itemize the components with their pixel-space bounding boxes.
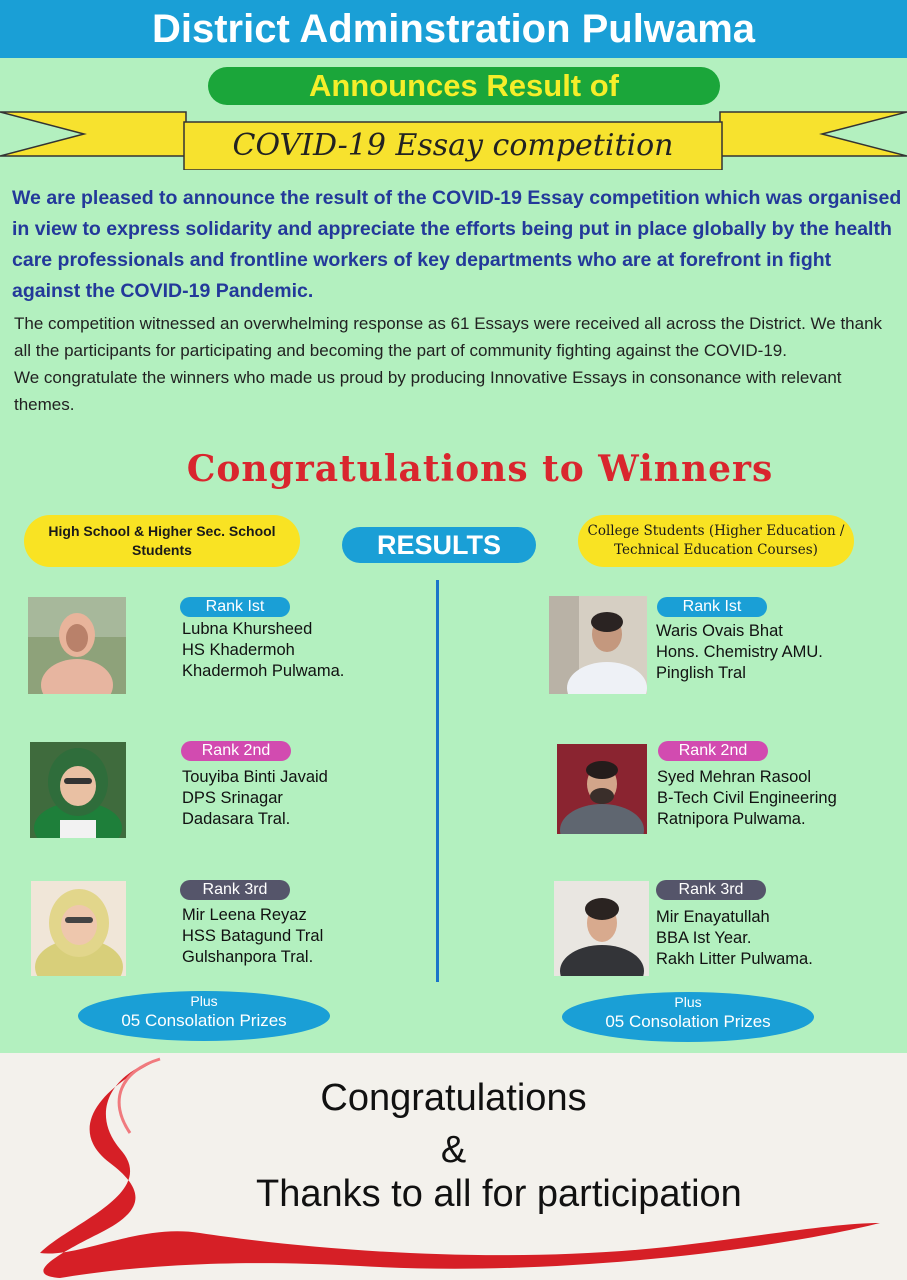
winner-details [657,767,837,830]
rank-badge: Rank Ist [657,597,767,617]
rank-badge: Rank 2nd [181,741,291,761]
winner-photo [30,742,126,838]
ribbon-title: COVID-19 Essay competition [232,128,674,163]
winner-name: Mir Enayatullah [656,908,770,926]
winner-school: Hons. Chemistry AMU. [656,643,823,661]
announce-banner: Announces Result of [208,67,720,105]
consolation-prizes-right [562,992,814,1042]
winner-photo [31,881,126,976]
winner-school: HS Khadermoh [182,641,295,659]
consolation-text: 05 Consolation Prizes [121,1011,287,1030]
winner-place: Dadasara Tral. [182,810,291,828]
winner-place: Khadermoh Pulwama. [182,662,345,680]
footer-ampersand: & [440,1129,467,1171]
person-photo-icon [549,596,647,694]
consolation-plus: Plus [674,994,702,1010]
winner-details [656,907,813,970]
consolation-plus: Plus [190,993,218,1009]
winner-school: BBA Ist Year. [656,929,752,947]
rank-badge: Rank 3rd [180,880,290,900]
winner-name: Touyiba Binti Javaid [182,768,328,786]
consolation-prizes-left [78,991,330,1041]
page-header: District Adminstration Pulwama [0,0,907,58]
category-school: High School & Higher Sec. School Students [24,515,300,567]
body-paragraph-1: The competition witnessed an overwhelming response as 61 Essays were received all across the District. We thank all the participants for participating and becoming the part of community fighting against the COVID-19. [14,314,883,360]
winner-place: Pinglish Tral [656,664,746,682]
rank-badge: Rank 2nd [658,741,768,761]
person-photo-icon [554,881,649,976]
winner-name: Waris Ovais Bhat [656,622,783,640]
congrats-heading: Congratulations to Winners [186,448,774,490]
body-paragraph-2: We congratulate the winners who made us proud by producing Innovative Essays in consonance with relevant themes. [14,368,842,414]
person-photo-icon [31,881,126,976]
winner-photo [549,596,647,694]
winner-photo [554,881,649,976]
winner-name: Mir Leena Reyaz [182,906,307,924]
person-photo-icon [28,597,126,694]
winner-place: Rakh Litter Pulwama. [656,950,813,968]
footer-thanks: Thanks to all for participation [256,1173,742,1215]
body-text [14,310,894,418]
column-divider [436,580,439,982]
winner-school: B-Tech Civil Engineering [657,789,837,807]
winner-details [182,619,344,682]
winner-details [182,767,328,830]
lead-paragraph: We are pleased to announce the result of the COVID-19 Essay competition which was organised in view to express solidarity and appreciate the efforts being put in place globally by the health care professionals and frontline workers of key departments who are at forefront in fight against the COVID-19 Pandemic. [12,187,902,302]
rank-badge: Rank Ist [180,597,290,617]
results-badge: RESULTS [342,527,536,563]
category-college: College Students (Higher Education / Technical Education Courses) [578,515,854,567]
winner-name: Lubna Khursheed [182,620,313,638]
rank-badge: Rank 3rd [656,880,766,900]
winner-place: Gulshanpora Tral. [182,948,314,966]
winner-school: HSS Batagund Tral [182,927,324,945]
person-photo-icon [30,742,126,838]
footer-panel [0,1053,907,1280]
winner-details [182,905,323,968]
person-photo-icon [557,744,647,834]
winner-photo [28,597,126,694]
winner-place: Ratnipora Pulwama. [657,810,806,828]
winner-photo [557,744,647,834]
winner-school: DPS Srinagar [182,789,283,807]
consolation-text: 05 Consolation Prizes [605,1012,771,1031]
winner-name: Syed Mehran Rasool [657,768,812,786]
winner-details [656,621,823,684]
footer-congratulations: Congratulations [320,1077,587,1119]
